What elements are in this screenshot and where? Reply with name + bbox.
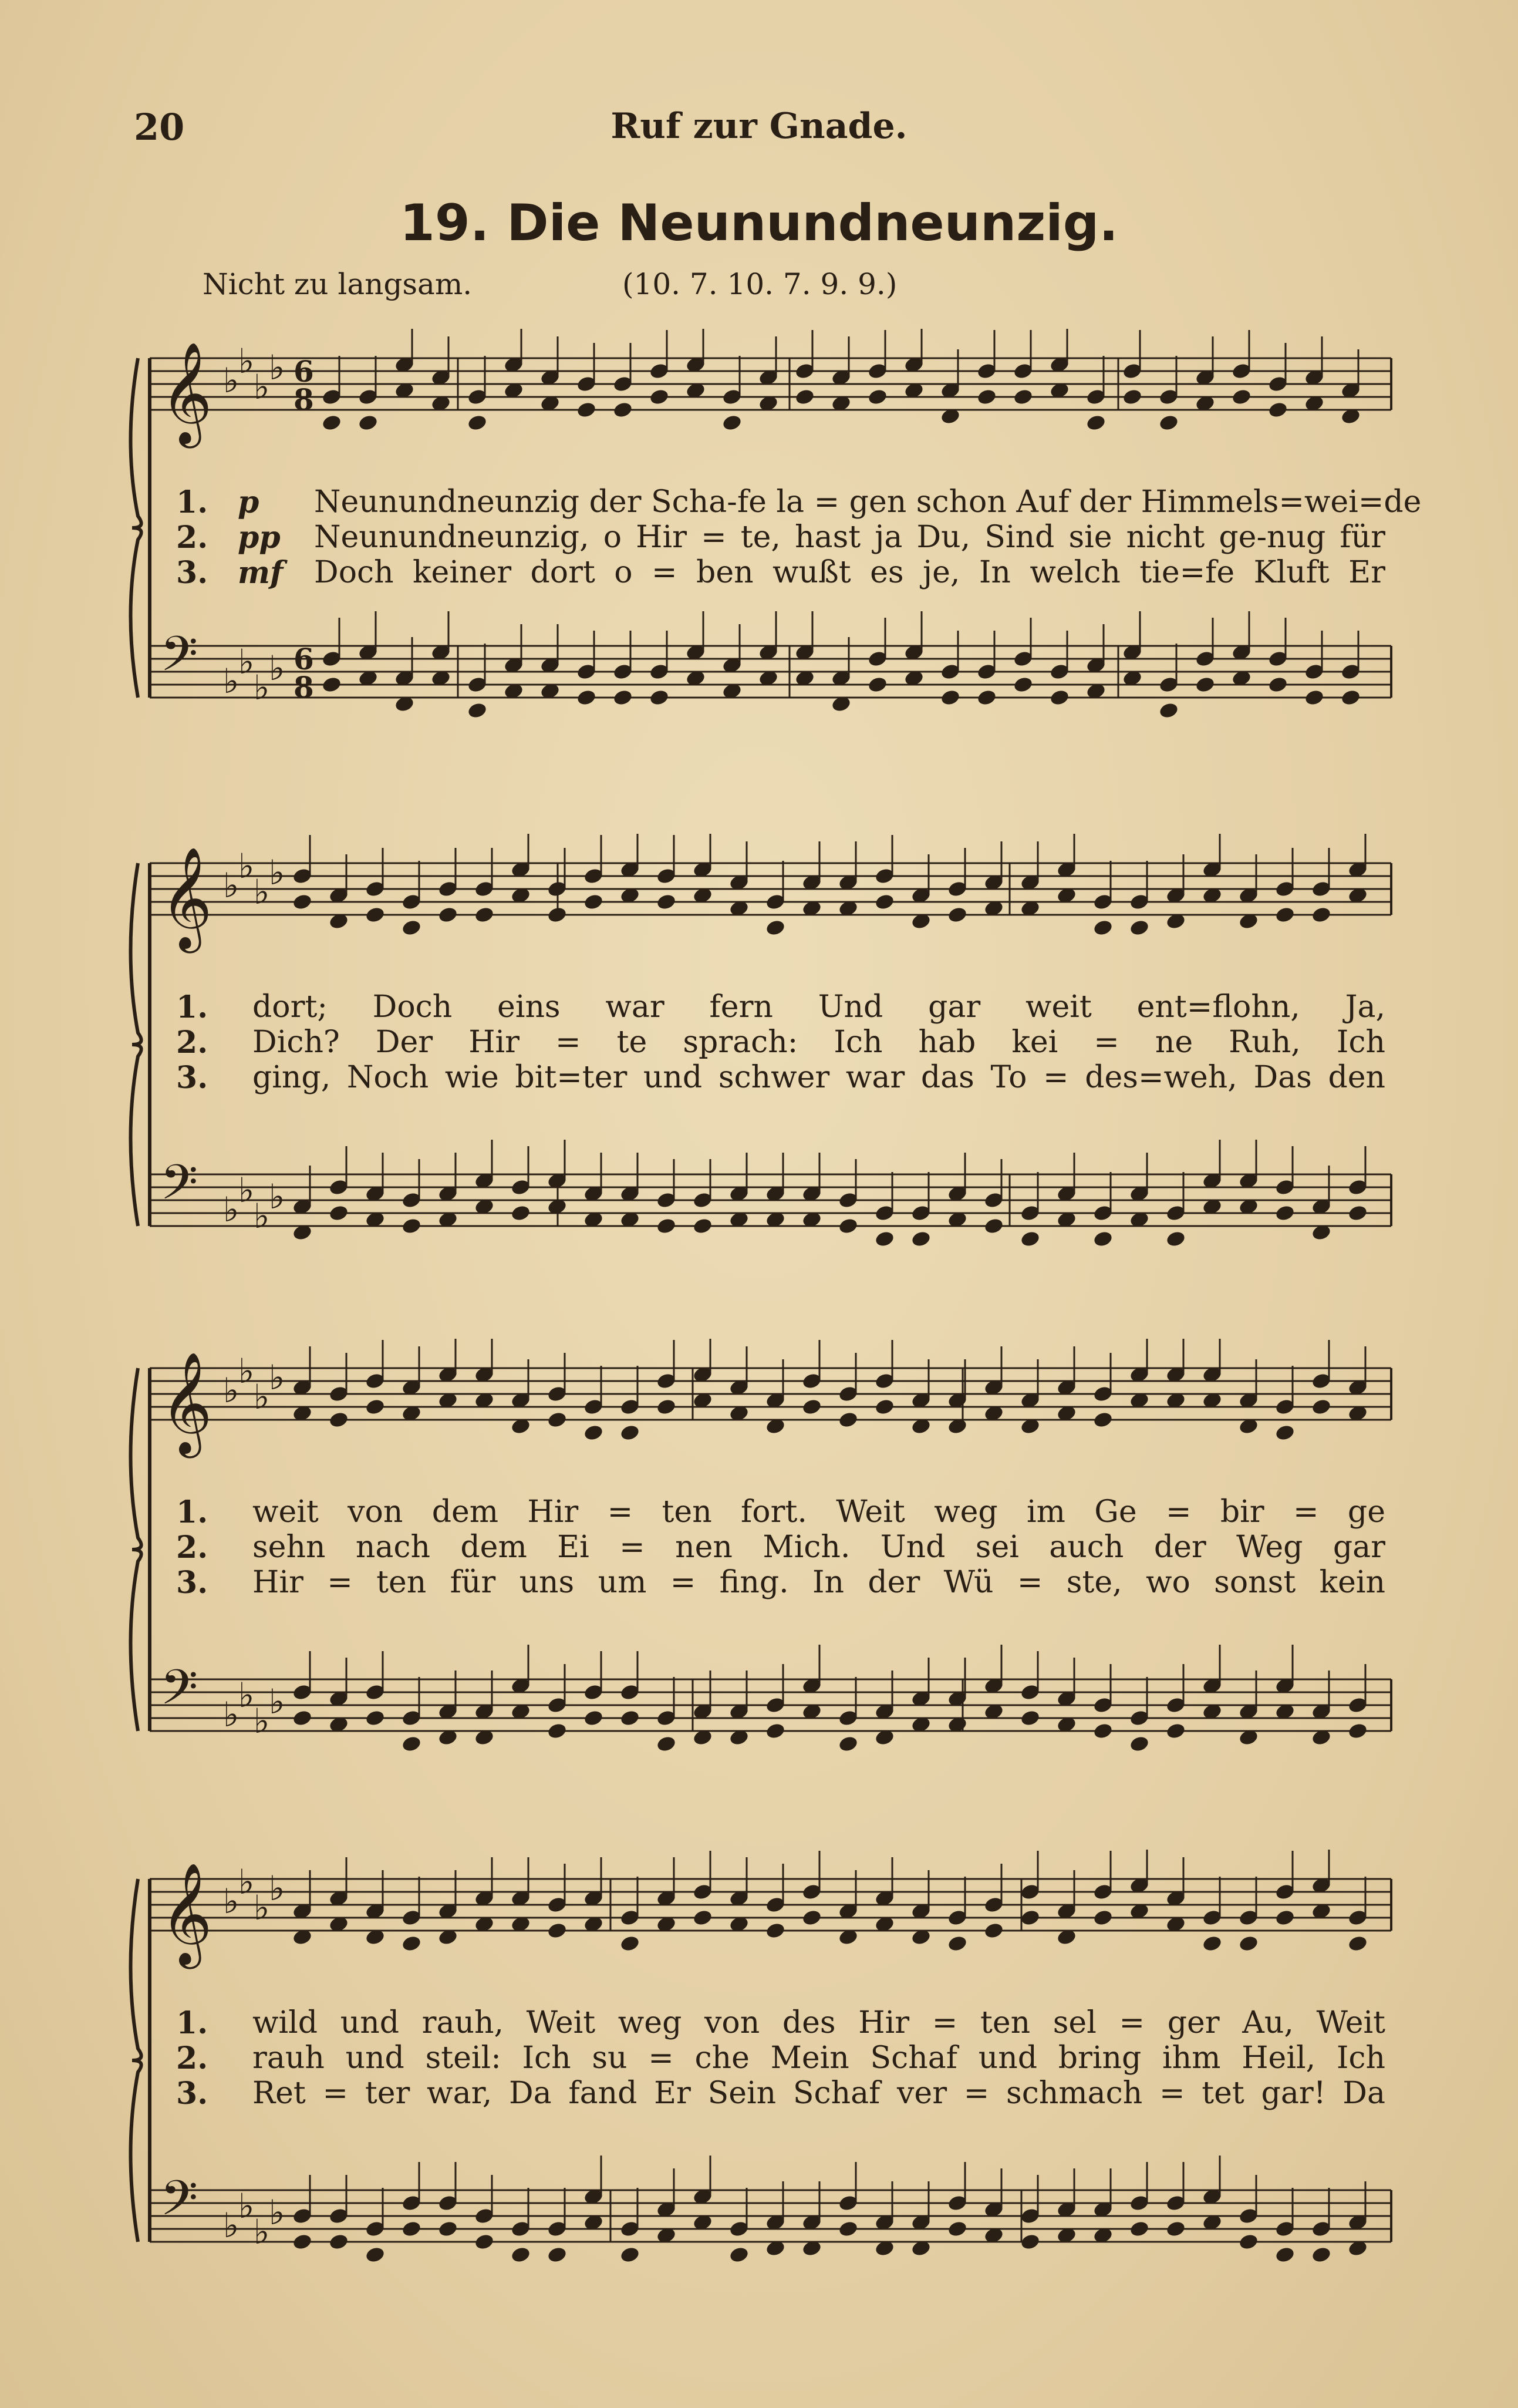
- notehead: [547, 1411, 568, 1429]
- notehead: [1165, 1230, 1186, 1248]
- lyric-text: sehn nach dem Ei = nen Mich. Und sei auch der Weg gar: [252, 1530, 1385, 1565]
- notehead: [1013, 676, 1034, 694]
- flat-sign-icon: ♭: [238, 1170, 255, 1210]
- flat-sign-icon: ♭: [269, 1682, 285, 1722]
- notehead: [1267, 401, 1288, 419]
- notehead: [1274, 1424, 1296, 1442]
- notehead: [656, 1398, 677, 1416]
- notehead: [365, 1398, 386, 1416]
- dynamic-marking: p: [238, 484, 259, 520]
- flat-sign-icon: ♭: [254, 1377, 270, 1417]
- flat-sign-icon: ♭: [254, 1701, 270, 1741]
- notehead: [547, 1722, 568, 1740]
- flat-sign-icon: ♭: [223, 865, 239, 905]
- notehead: [867, 676, 888, 694]
- music-system-2: [0, 834, 1518, 1280]
- flat-sign-icon: ♭: [269, 1868, 285, 1908]
- notehead: [1092, 1909, 1114, 1927]
- tempo-marking: Nicht zu langsam.: [203, 267, 473, 301]
- notehead: [947, 2220, 968, 2238]
- flat-sign-icon: ♭: [223, 1370, 239, 1410]
- notehead: [765, 1922, 786, 1940]
- notehead: [656, 1735, 677, 1753]
- lyric-line-verse-3: [176, 1060, 1385, 1095]
- notehead: [292, 2233, 313, 2251]
- treble-clef-icon: 𝄞: [160, 342, 212, 444]
- notehead: [867, 388, 888, 406]
- notehead: [292, 893, 313, 911]
- verse-number: 3.: [176, 1565, 208, 1601]
- lyric-text: Hir = ten für uns um = fing. In der Wü = ste, wo sonst kein: [252, 1565, 1385, 1600]
- notehead: [1020, 1709, 1041, 1727]
- lyric-text: Neunundneunzig der Scha-fe la = gen schon Auf der Himmels=wei=de: [314, 484, 1422, 520]
- verse-number: 3.: [176, 555, 208, 591]
- verse-number: 1.: [176, 484, 208, 520]
- flat-sign-icon: ♭: [238, 846, 255, 886]
- notehead: [510, 2246, 531, 2264]
- treble-clef-icon: 𝄞: [160, 847, 212, 949]
- notehead: [365, 1709, 386, 1727]
- notehead: [401, 1217, 422, 1235]
- notehead: [1129, 2220, 1150, 2238]
- music-system-1: [0, 329, 1518, 752]
- notehead: [1158, 414, 1179, 432]
- notehead: [1274, 2246, 1296, 2264]
- flat-sign-icon: ♭: [238, 1675, 255, 1715]
- notehead: [983, 1217, 1004, 1235]
- notehead: [1195, 676, 1216, 694]
- treble-clef-icon: 𝄞: [160, 1863, 212, 1965]
- flat-sign-icon: ♭: [238, 341, 255, 381]
- flat-sign-icon: ♭: [238, 642, 255, 682]
- notehead: [649, 689, 670, 707]
- notehead: [328, 1411, 349, 1429]
- notehead: [474, 2233, 495, 2251]
- verse-number: 1.: [176, 989, 208, 1025]
- notehead: [728, 2246, 750, 2264]
- flat-sign-icon: ♭: [238, 2186, 255, 2226]
- notehead: [510, 1204, 531, 1222]
- notehead: [1158, 702, 1179, 720]
- music-system-3: [0, 1339, 1518, 1785]
- bass-clef-icon: 𝄢: [160, 1659, 198, 1727]
- notehead: [365, 2246, 386, 2264]
- song-title: 19. Die Neunundneunzig.: [400, 194, 1118, 252]
- notehead: [838, 1735, 859, 1753]
- lyric-text: ging, Noch wie bit=ter und schwer war das To = des=weh, Das den: [252, 1060, 1385, 1095]
- notehead: [321, 414, 342, 432]
- notehead: [576, 401, 597, 419]
- lyric-line-verse-2: [176, 1025, 1385, 1060]
- running-title: Ruf zur Gnade.: [610, 106, 908, 147]
- notehead: [619, 1709, 640, 1727]
- notehead: [721, 414, 743, 432]
- verse-number: 2.: [176, 2040, 208, 2076]
- notehead: [947, 906, 968, 924]
- lyric-line-verse-2: [176, 2040, 1385, 2076]
- lyric-text: dort; Doch eins war fern Und gar weit ent=flohn, Ja,: [252, 989, 1385, 1025]
- notehead: [612, 401, 633, 419]
- notehead: [976, 689, 997, 707]
- lyric-line-verse-2: [176, 520, 1385, 555]
- notehead: [1092, 1411, 1114, 1429]
- lyric-text: wild und rauh, Weit weg von des Hir = ten sel = ger Au, Weit: [252, 2005, 1385, 2040]
- notehead: [1020, 1909, 1041, 1927]
- flat-sign-icon: ♭: [223, 2205, 239, 2245]
- flat-sign-icon: ♭: [238, 1862, 255, 1902]
- notehead: [1165, 1722, 1186, 1740]
- notehead: [1347, 1204, 1368, 1222]
- notehead: [1311, 1398, 1332, 1416]
- notehead: [1340, 689, 1361, 707]
- time-signature-denominator: 8: [294, 670, 314, 705]
- treble-clef-icon: 𝄞: [160, 1352, 212, 1454]
- lyric-line-verse-3: [176, 1565, 1385, 1600]
- music-system-4: [0, 1850, 1518, 2296]
- notehead: [1049, 689, 1070, 707]
- notehead: [692, 1217, 713, 1235]
- flat-sign-icon: ♭: [254, 872, 270, 912]
- lyric-text: Doch keiner dort o = ben wußt es je, In welch tie=fe Kluft Er: [314, 555, 1385, 590]
- lyric-line-verse-1: [176, 2005, 1385, 2040]
- notehead: [801, 1398, 822, 1416]
- flat-sign-icon: ♭: [254, 668, 270, 708]
- notehead: [838, 1217, 859, 1235]
- bass-clef-icon: 𝄢: [160, 2170, 198, 2238]
- verse-number: 2.: [176, 1530, 208, 1565]
- grand-staff-brace: [131, 358, 141, 698]
- flat-sign-icon: ♭: [269, 1358, 285, 1397]
- lyric-text: Dich? Der Hir = te sprach: Ich hab kei = ne Ruh, Ich: [252, 1025, 1385, 1060]
- notehead: [292, 1709, 313, 1727]
- lyric-text: Neunundneunzig, o Hir = te, hast ja Du, Sind sie nicht ge-nug für: [314, 520, 1385, 555]
- bass-clef-icon: 𝄢: [160, 625, 198, 694]
- time-signature-numerator: 6: [294, 354, 314, 389]
- notehead: [619, 1935, 640, 1953]
- lyric-text: weit von dem Hir = ten fort. Weit weg im Ge = bir = ge: [252, 1494, 1385, 1530]
- notehead: [692, 1909, 713, 1927]
- notehead: [1311, 2246, 1332, 2264]
- notehead: [612, 689, 633, 707]
- grand-staff-brace: [131, 1879, 141, 2242]
- notehead: [474, 906, 495, 924]
- notehead: [649, 388, 670, 406]
- verse-number: 2.: [176, 520, 208, 555]
- verse-number: 3.: [176, 1060, 208, 1096]
- notehead: [1274, 906, 1296, 924]
- flat-sign-icon: ♭: [238, 1351, 255, 1391]
- lyric-line-verse-3: [176, 555, 1385, 590]
- flat-sign-icon: ♭: [223, 361, 239, 400]
- notehead: [1092, 919, 1114, 937]
- flat-sign-icon: ♭: [223, 661, 239, 701]
- notehead: [583, 1424, 604, 1442]
- notehead: [619, 1424, 640, 1442]
- notehead: [1238, 2233, 1259, 2251]
- notehead: [838, 2220, 859, 2238]
- notehead: [1238, 1935, 1259, 1953]
- notehead: [328, 2233, 349, 2251]
- dynamic-marking: pp: [238, 520, 281, 555]
- verse-number: 3.: [176, 2076, 208, 2111]
- notehead: [547, 1922, 568, 1940]
- flat-sign-icon: ♭: [254, 1196, 270, 1236]
- flat-sign-icon: ♭: [223, 1190, 239, 1230]
- notehead: [1020, 1230, 1041, 1248]
- notehead: [547, 2246, 568, 2264]
- notehead: [583, 1709, 604, 1727]
- flat-sign-icon: ♭: [223, 1881, 239, 1921]
- notehead: [1129, 1735, 1150, 1753]
- meter-marking: (10. 7. 10. 7. 9. 9.): [622, 267, 898, 301]
- notehead: [547, 906, 568, 924]
- dynamic-marking: mf: [238, 555, 284, 591]
- notehead: [1202, 1935, 1223, 1953]
- notehead: [365, 906, 386, 924]
- bass-clef-icon: 𝄢: [160, 1154, 198, 1222]
- page-header: [0, 106, 1518, 153]
- notehead: [1020, 2233, 1041, 2251]
- notehead: [1092, 1722, 1114, 1740]
- lyric-line-verse-3: [176, 2076, 1385, 2111]
- flat-sign-icon: ♭: [254, 1888, 270, 1928]
- lyric-line-verse-1: [176, 989, 1385, 1025]
- notehead: [467, 702, 488, 720]
- notehead: [1122, 388, 1143, 406]
- notehead: [1274, 1204, 1296, 1222]
- notehead: [838, 1411, 859, 1429]
- verse-number: 2.: [176, 1025, 208, 1060]
- flat-sign-icon: ♭: [269, 648, 285, 688]
- notehead: [1304, 689, 1325, 707]
- notehead: [1274, 1909, 1296, 1927]
- verse-number: 1.: [176, 2005, 208, 2041]
- notehead: [976, 388, 997, 406]
- grand-staff-brace: [131, 1368, 141, 1731]
- notehead: [983, 1922, 1004, 1940]
- notehead: [437, 906, 458, 924]
- notehead: [619, 2246, 640, 2264]
- notehead: [328, 1204, 349, 1222]
- time-signature-denominator: 8: [294, 382, 314, 417]
- notehead: [910, 1230, 932, 1248]
- flat-sign-icon: ♭: [254, 2212, 270, 2252]
- notehead: [401, 2220, 422, 2238]
- notehead: [1347, 1722, 1368, 1740]
- flat-sign-icon: ♭: [269, 853, 285, 893]
- notehead: [1165, 2220, 1186, 2238]
- notehead: [947, 1935, 968, 1953]
- notehead: [1267, 676, 1288, 694]
- verse-number: 1.: [176, 1494, 208, 1530]
- notehead: [576, 689, 597, 707]
- grand-staff-brace: [131, 863, 141, 1226]
- notehead: [765, 919, 786, 937]
- notehead: [357, 414, 379, 432]
- notehead: [765, 1722, 786, 1740]
- notehead: [874, 1398, 895, 1416]
- flat-sign-icon: ♭: [254, 367, 270, 407]
- notehead: [656, 893, 677, 911]
- notehead: [401, 919, 422, 937]
- notehead: [1129, 919, 1150, 937]
- lyric-line-verse-1: [176, 1494, 1385, 1530]
- notehead: [801, 1909, 822, 1927]
- notehead: [656, 1217, 677, 1235]
- notehead: [874, 1230, 895, 1248]
- notehead: [401, 1735, 422, 1753]
- flat-sign-icon: ♭: [269, 2193, 285, 2232]
- flat-sign-icon: ♭: [269, 1177, 285, 1217]
- notehead: [1085, 414, 1107, 432]
- notehead: [583, 893, 604, 911]
- page-number: 20: [134, 106, 185, 149]
- notehead: [321, 676, 342, 694]
- lyric-text: rauh und steil: Ich su = che Mein Schaf und bring ihm Heil, Ich: [252, 2040, 1385, 2076]
- lyric-line-verse-2: [176, 1530, 1385, 1565]
- flat-sign-icon: ♭: [269, 348, 285, 388]
- flat-sign-icon: ♭: [223, 1695, 239, 1735]
- notehead: [1231, 388, 1252, 406]
- lyric-text: Ret = ter war, Da fand Er Sein Schaf ver = schmach = tet gar! Da: [252, 2076, 1385, 2111]
- notehead: [401, 1935, 422, 1953]
- notehead: [940, 689, 961, 707]
- notehead: [1311, 906, 1332, 924]
- lyric-line-verse-1: [176, 484, 1422, 520]
- notehead: [1347, 1935, 1368, 1953]
- time-signature-numerator: 6: [294, 642, 314, 676]
- notehead: [437, 2220, 458, 2238]
- notehead: [1092, 1230, 1114, 1248]
- notehead: [467, 414, 488, 432]
- notehead: [874, 893, 895, 911]
- notehead: [794, 388, 815, 406]
- notehead: [1013, 388, 1034, 406]
